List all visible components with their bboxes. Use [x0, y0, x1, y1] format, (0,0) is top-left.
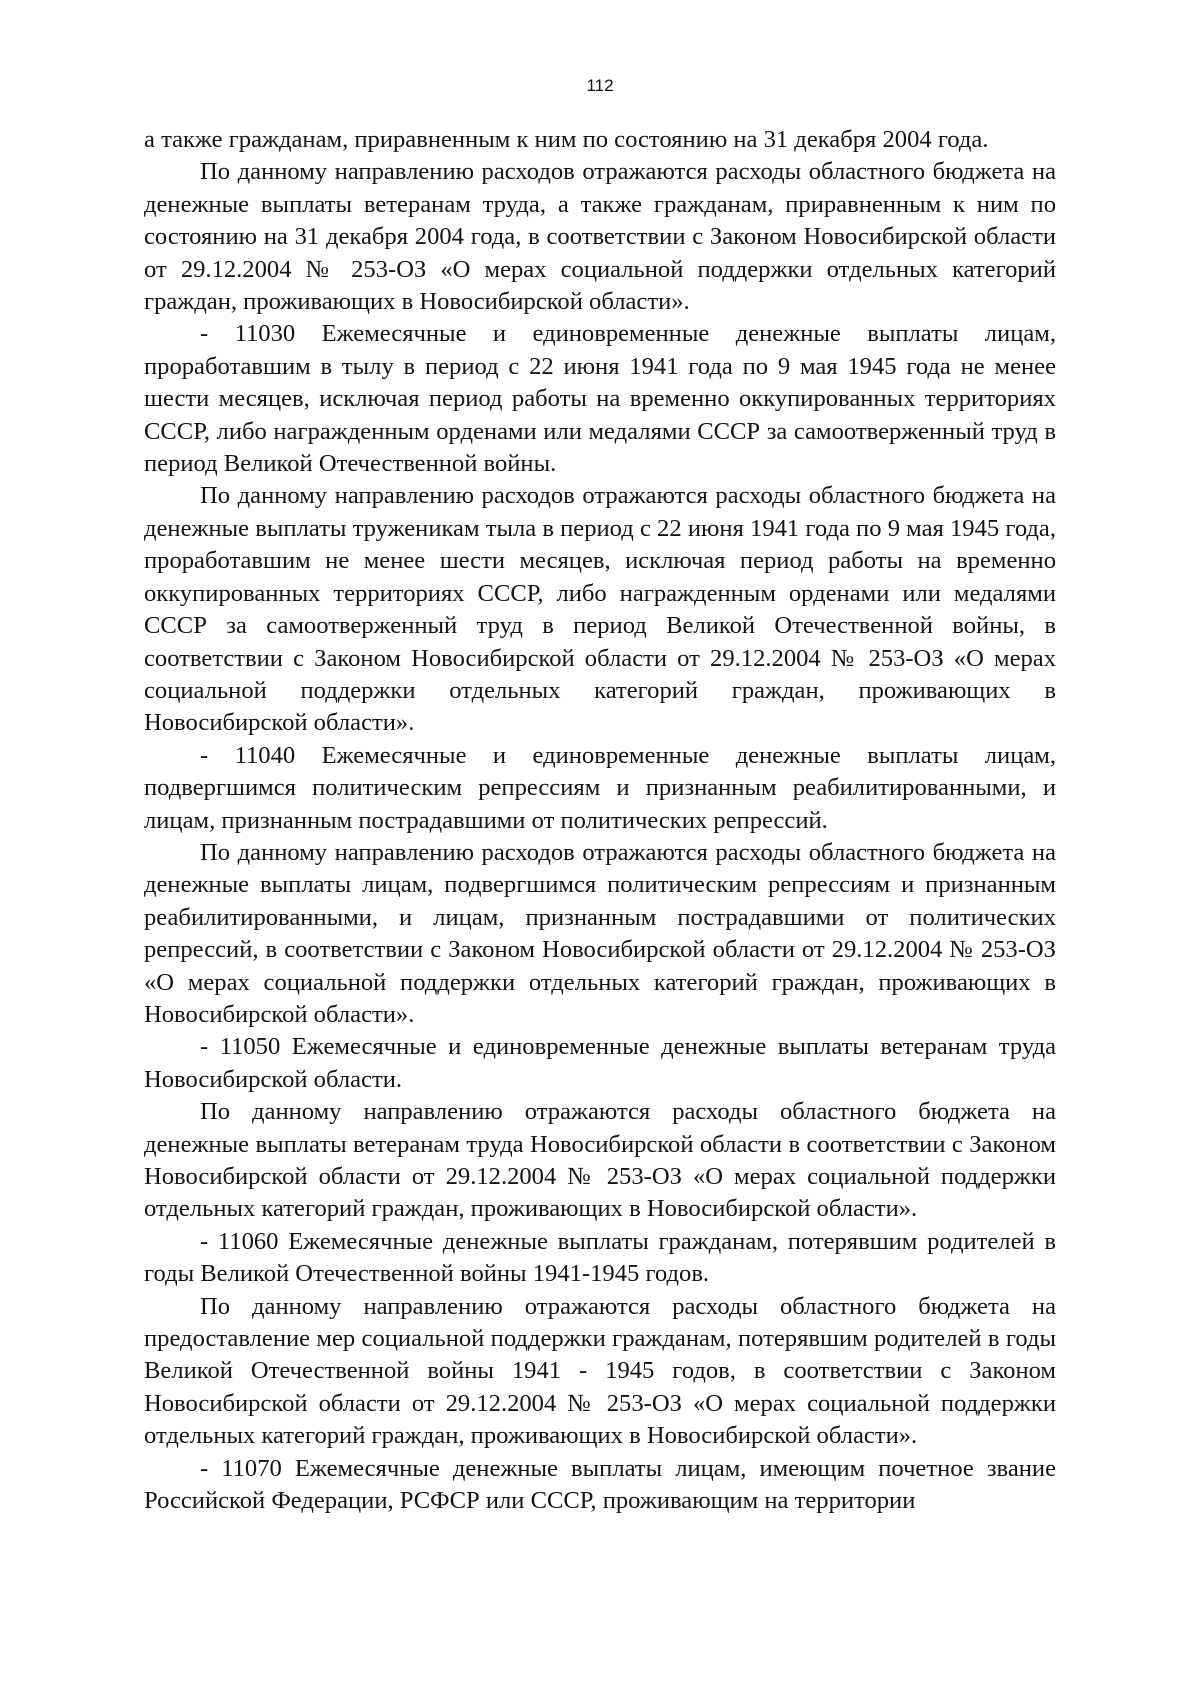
paragraph-home-front-description: По данному направлению расходов отражаются расходы областного бюджета на денежные выплаты труженикам тыла в период с 22 июня 1941 года по 9 мая 1945 года, проработавшим не менее шести месяцев, исключая период работы на временно оккупированных территориях СССР, либо награжденным орденами или медалями СССР за самоотверженный труд в период Великой Отечественной войны, в соответствии с Законом Новосибирской области от 29.12.2004 № 253-ОЗ «О мерах социальной поддержки отдельных категорий граждан, проживающих в Новосибирской области». [144, 482, 1056, 737]
document-body [144, 124, 1056, 1517]
page-number: 112 [586, 76, 614, 95]
paragraph-code-11030: - 11030 Ежемесячные и единовременные денежные выплаты лицам, проработавшим в тылу в период с 22 июня 1941 года по 9 мая 1945 года не менее шести месяцев, исключая период работы на временно оккупированных территориях СССР, либо награжденным орденами или медалями СССР за самоотверженный труд в период Великой Отечественной войны. [144, 320, 1056, 478]
paragraph-regional-veterans-description: По данному направлению отражаются расходы областного бюджета на денежные выплаты ветеранам труда Новосибирской области в соответствии с Законом Новосибирской области от 29.12.2004 № 253-ОЗ «О мерах социальной поддержки отдельных категорий граждан, проживающих в Новосибирской области». [144, 1098, 1056, 1223]
paragraph-code-11070: - 11070 Ежемесячные денежные выплаты лицам, имеющим почетное звание Российской Федерации, РСФСР или СССР, проживающим на территории [144, 1454, 1056, 1515]
paragraph-lost-parents-description: По данному направлению отражаются расходы областного бюджета на предоставление мер социальной поддержки гражданам, потерявшим родителей в годы Великой Отечественной войны 1941 - 1945 годов, в соответствии с Законом Новосибирской области от 29.12.2004 № 253-ОЗ «О мерах социальной поддержки отдельных категорий граждан, проживающих в Новосибирской области». [144, 1292, 1056, 1450]
paragraph-code-11060: - 11060 Ежемесячные денежные выплаты гражданам, потерявшим родителей в годы Великой Отечественной войны 1941-1945 годов. [144, 1227, 1056, 1288]
paragraph-code-11040: - 11040 Ежемесячные и единовременные денежные выплаты лицам, подвергшимся политическим репрессиям и признанным реабилитированными, и лицам, признанным пострадавшими от политических репрессий. [144, 741, 1056, 834]
paragraph-veterans-description: По данному направлению расходов отражаются расходы областного бюджета на денежные выплаты ветеранам труда, а также гражданам, приравненным к ним по состоянию на 31 декабря 2004 года, в соответствии с Законом Новосибирской области от 29.12.2004 № 253-ОЗ «О мерах социальной поддержки отдельных категорий граждан, проживающих в Новосибирской области». [144, 158, 1056, 316]
paragraph-code-11050: - 11050 Ежемесячные и единовременные денежные выплаты ветеранам труда Новосибирской области. [144, 1033, 1056, 1093]
paragraph-continuation: а также гражданам, приравненным к ним по состоянию на 31 декабря 2004 года. [144, 126, 989, 153]
paragraph-repressed-description: По данному направлению расходов отражаются расходы областного бюджета на денежные выплаты лицам, подвергшимся политическим репрессиям и признанным реабилитированными, и лицам, признанным пострадавшими от политических репрессий, в соответствии с Законом Новосибирской области от 29.12.2004 № 253-ОЗ «О мерах социальной поддержки отдельных категорий граждан, проживающих в Новосибирской области». [144, 838, 1056, 1028]
